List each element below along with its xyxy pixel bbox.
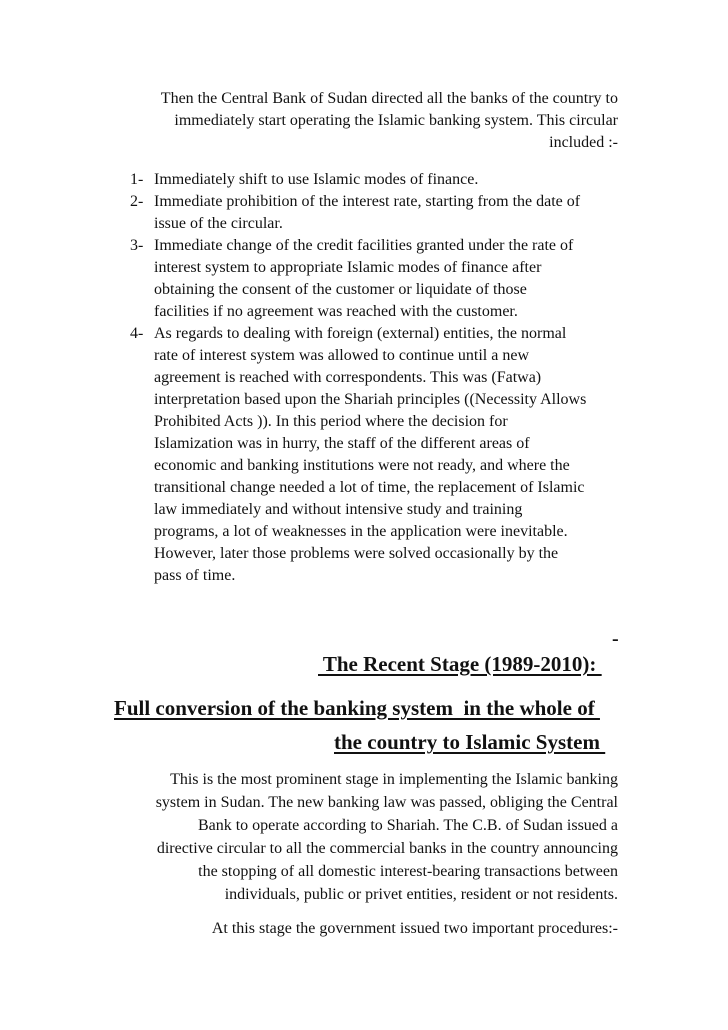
list-item-text: law immediately and without intensive study and training: [154, 501, 523, 518]
list-item-text: Immediate change of the credit facilities granted under the rate of: [154, 237, 574, 254]
body-paragraph-line: individuals, public or privet entities, resident or not residents.: [224, 886, 618, 903]
list-item-text: facilities if no agreement was reached with the customer.: [154, 303, 518, 320]
list-item-text: Islamization was in hurry, the staff of the different areas of: [154, 435, 530, 452]
list-item-text: interest system to appropriate Islamic modes of finance after: [154, 259, 542, 276]
list-item-text: obtaining the consent of the customer or liquidate of those: [154, 281, 527, 298]
list-item-text: As regards to dealing with foreign (external) entities, the normal: [154, 325, 567, 342]
list-item-number: 1-: [130, 171, 144, 188]
list-item-text: issue of the circular.: [154, 215, 283, 232]
body-paragraph-line: directive circular to all the commercial banks in the country announcing: [156, 840, 618, 857]
body-paragraph-line: system in Sudan. The new banking law was passed, obliging the Central: [155, 794, 618, 811]
intro-line: immediately start operating the Islamic banking system. This circular: [174, 112, 618, 129]
closing-line: At this stage the government issued two important procedures:-: [211, 920, 618, 937]
separator-dash: -: [612, 628, 619, 650]
list-item-text: rate of interest system was allowed to continue until a new: [154, 347, 530, 364]
intro-line: Then the Central Bank of Sudan directed all the banks of the country to: [160, 90, 618, 107]
list-item-text: Immediate prohibition of the interest rate, starting from the date of: [154, 193, 581, 210]
list-item-text: Prohibited Acts )). In this period where the decision for: [154, 413, 508, 430]
list-item-text: However, later those problems were solved occasionally by the: [154, 545, 559, 562]
sub-heading-line: Full conversion of the banking system in the whole of: [114, 696, 600, 720]
list-item-text: Immediately shift to use Islamic modes of finance.: [154, 171, 479, 188]
list-item-number: 2-: [130, 193, 144, 210]
list-item-text: programs, a lot of weaknesses in the application were inevitable.: [154, 523, 568, 540]
body-paragraph-line: the stopping of all domestic interest-bearing transactions between: [198, 863, 618, 880]
intro-line: included :-: [549, 134, 618, 151]
list-item-text: transitional change needed a lot of time, the replacement of Islamic: [154, 479, 585, 496]
section-heading: The Recent Stage (1989-2010):: [318, 652, 602, 676]
list-item-text: agreement is reached with correspondents. This was (Fatwa): [154, 369, 542, 386]
body-paragraph-line: This is the most prominent stage in implementing the Islamic banking: [170, 771, 618, 788]
list-item-text: economic and banking institutions were not ready, and where the: [154, 457, 570, 474]
list-item-number: 3-: [130, 237, 144, 254]
body-paragraph-line: Bank to operate according to Shariah. The C.B. of Sudan issued a: [197, 817, 618, 834]
list-item-number: 4-: [130, 325, 144, 342]
list-item-text: pass of time.: [154, 567, 236, 584]
list-item-text: interpretation based upon the Shariah principles ((Necessity Allows: [154, 391, 587, 408]
sub-heading-line: the country to Islamic System: [334, 730, 606, 754]
